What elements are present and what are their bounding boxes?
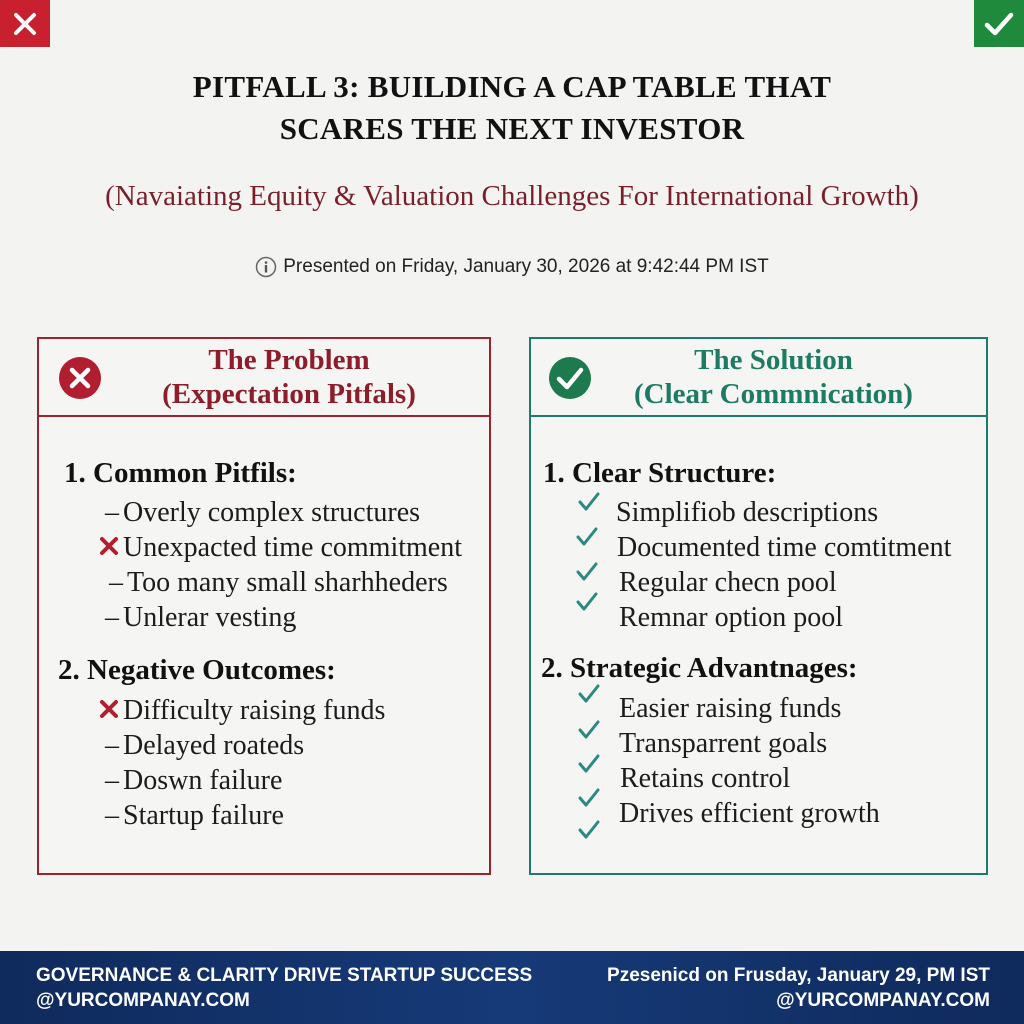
x-mark-icon bbox=[99, 532, 123, 564]
solution-header bbox=[531, 339, 986, 417]
footer-left bbox=[36, 963, 532, 1013]
dash-icon: – bbox=[109, 567, 123, 598]
page-title bbox=[0, 66, 1024, 150]
title-line-2: SCARES THE NEXT INVESTOR bbox=[279, 111, 745, 146]
check-icon bbox=[575, 526, 599, 548]
list-item: Difficulty raising funds bbox=[99, 695, 385, 727]
footer-handle-right[interactable]: @YURCOMPANAY.COM bbox=[776, 990, 990, 1011]
list-item: Documented time comtitment bbox=[617, 532, 952, 563]
problem-heading-line-1: The Problem bbox=[208, 344, 370, 376]
info-icon bbox=[255, 256, 277, 278]
check-circle-icon bbox=[547, 355, 593, 401]
check-icon bbox=[577, 753, 601, 775]
list-item: Unexpacted time commitment bbox=[99, 532, 462, 564]
list-item: – Doswn failure bbox=[105, 765, 283, 796]
problem-panel bbox=[37, 337, 491, 875]
dash-icon: – bbox=[105, 602, 119, 633]
footer-right bbox=[607, 963, 990, 1013]
footer-presented: Pzesenicd on Frusday, January 29, PM IST bbox=[607, 965, 990, 986]
problem-heading bbox=[112, 343, 416, 411]
title-line-1: PITFALL 3: BUILDING A CAP TABLE THAT bbox=[192, 69, 832, 104]
solution-panel bbox=[529, 337, 988, 875]
list-item: Retains control bbox=[620, 763, 791, 794]
solution-heading-line-2: (Clear Commnication) bbox=[634, 378, 913, 410]
dash-icon: – bbox=[105, 800, 119, 831]
check-icon bbox=[577, 683, 601, 705]
dash-icon: – bbox=[105, 497, 119, 528]
problem-section-1-title: 1. Common Pitfils: bbox=[64, 457, 297, 489]
problem-header bbox=[39, 339, 489, 417]
check-icon bbox=[577, 787, 601, 809]
dash-icon: – bbox=[105, 765, 119, 796]
footer-bar bbox=[0, 951, 1024, 1024]
list-item: Regular checn pool bbox=[619, 567, 837, 598]
list-item: – Delayed roateds bbox=[105, 730, 305, 761]
list-item: Drives efficient growth bbox=[619, 798, 880, 829]
solution-section-2-title: 2. Strategic Advantnages: bbox=[541, 652, 858, 684]
check-icon bbox=[577, 719, 601, 741]
check-icon bbox=[577, 491, 601, 513]
solution-heading bbox=[604, 343, 913, 411]
x-mark-icon bbox=[99, 695, 123, 727]
dash-icon: – bbox=[105, 730, 119, 761]
subtitle: (Navaiating Equity & Valuation Challenges For International Growth) bbox=[105, 180, 919, 212]
check-icon[interactable] bbox=[974, 0, 1024, 47]
list-item: – Unlerar vesting bbox=[105, 602, 297, 633]
error-circle-icon bbox=[57, 355, 103, 401]
list-item: Remnar option pool bbox=[619, 602, 843, 633]
footer-handle-left[interactable]: @YURCOMPANAY.COM bbox=[36, 990, 250, 1011]
presented-line bbox=[0, 256, 1024, 278]
solution-heading-line-1: The Solution bbox=[694, 344, 853, 376]
list-item: – Startup failure bbox=[105, 800, 284, 831]
check-icon bbox=[575, 591, 599, 613]
list-item: Simplifiob descriptions bbox=[616, 497, 879, 528]
list-item: Transparrent goals bbox=[619, 728, 828, 759]
presented-text: Presented on Friday, January 30, 2026 at 9:42:44 PM IST bbox=[283, 256, 769, 277]
check-icon bbox=[577, 819, 601, 841]
close-icon[interactable] bbox=[0, 0, 50, 47]
problem-heading-line-2: (Expectation Pitfals) bbox=[162, 378, 416, 410]
list-item: Easier raising funds bbox=[619, 693, 842, 724]
check-icon bbox=[575, 561, 599, 583]
list-item: – Too many small sharhheders bbox=[109, 567, 448, 598]
solution-section-1-title: 1. Clear Structure: bbox=[543, 457, 777, 489]
list-item: – Overly complex structures bbox=[105, 497, 421, 528]
footer-tagline: GOVERNANCE & CLARITY DRIVE STARTUP SUCCESS bbox=[36, 965, 533, 986]
problem-section-2-title: 2. Negative Outcomes: bbox=[58, 654, 336, 686]
